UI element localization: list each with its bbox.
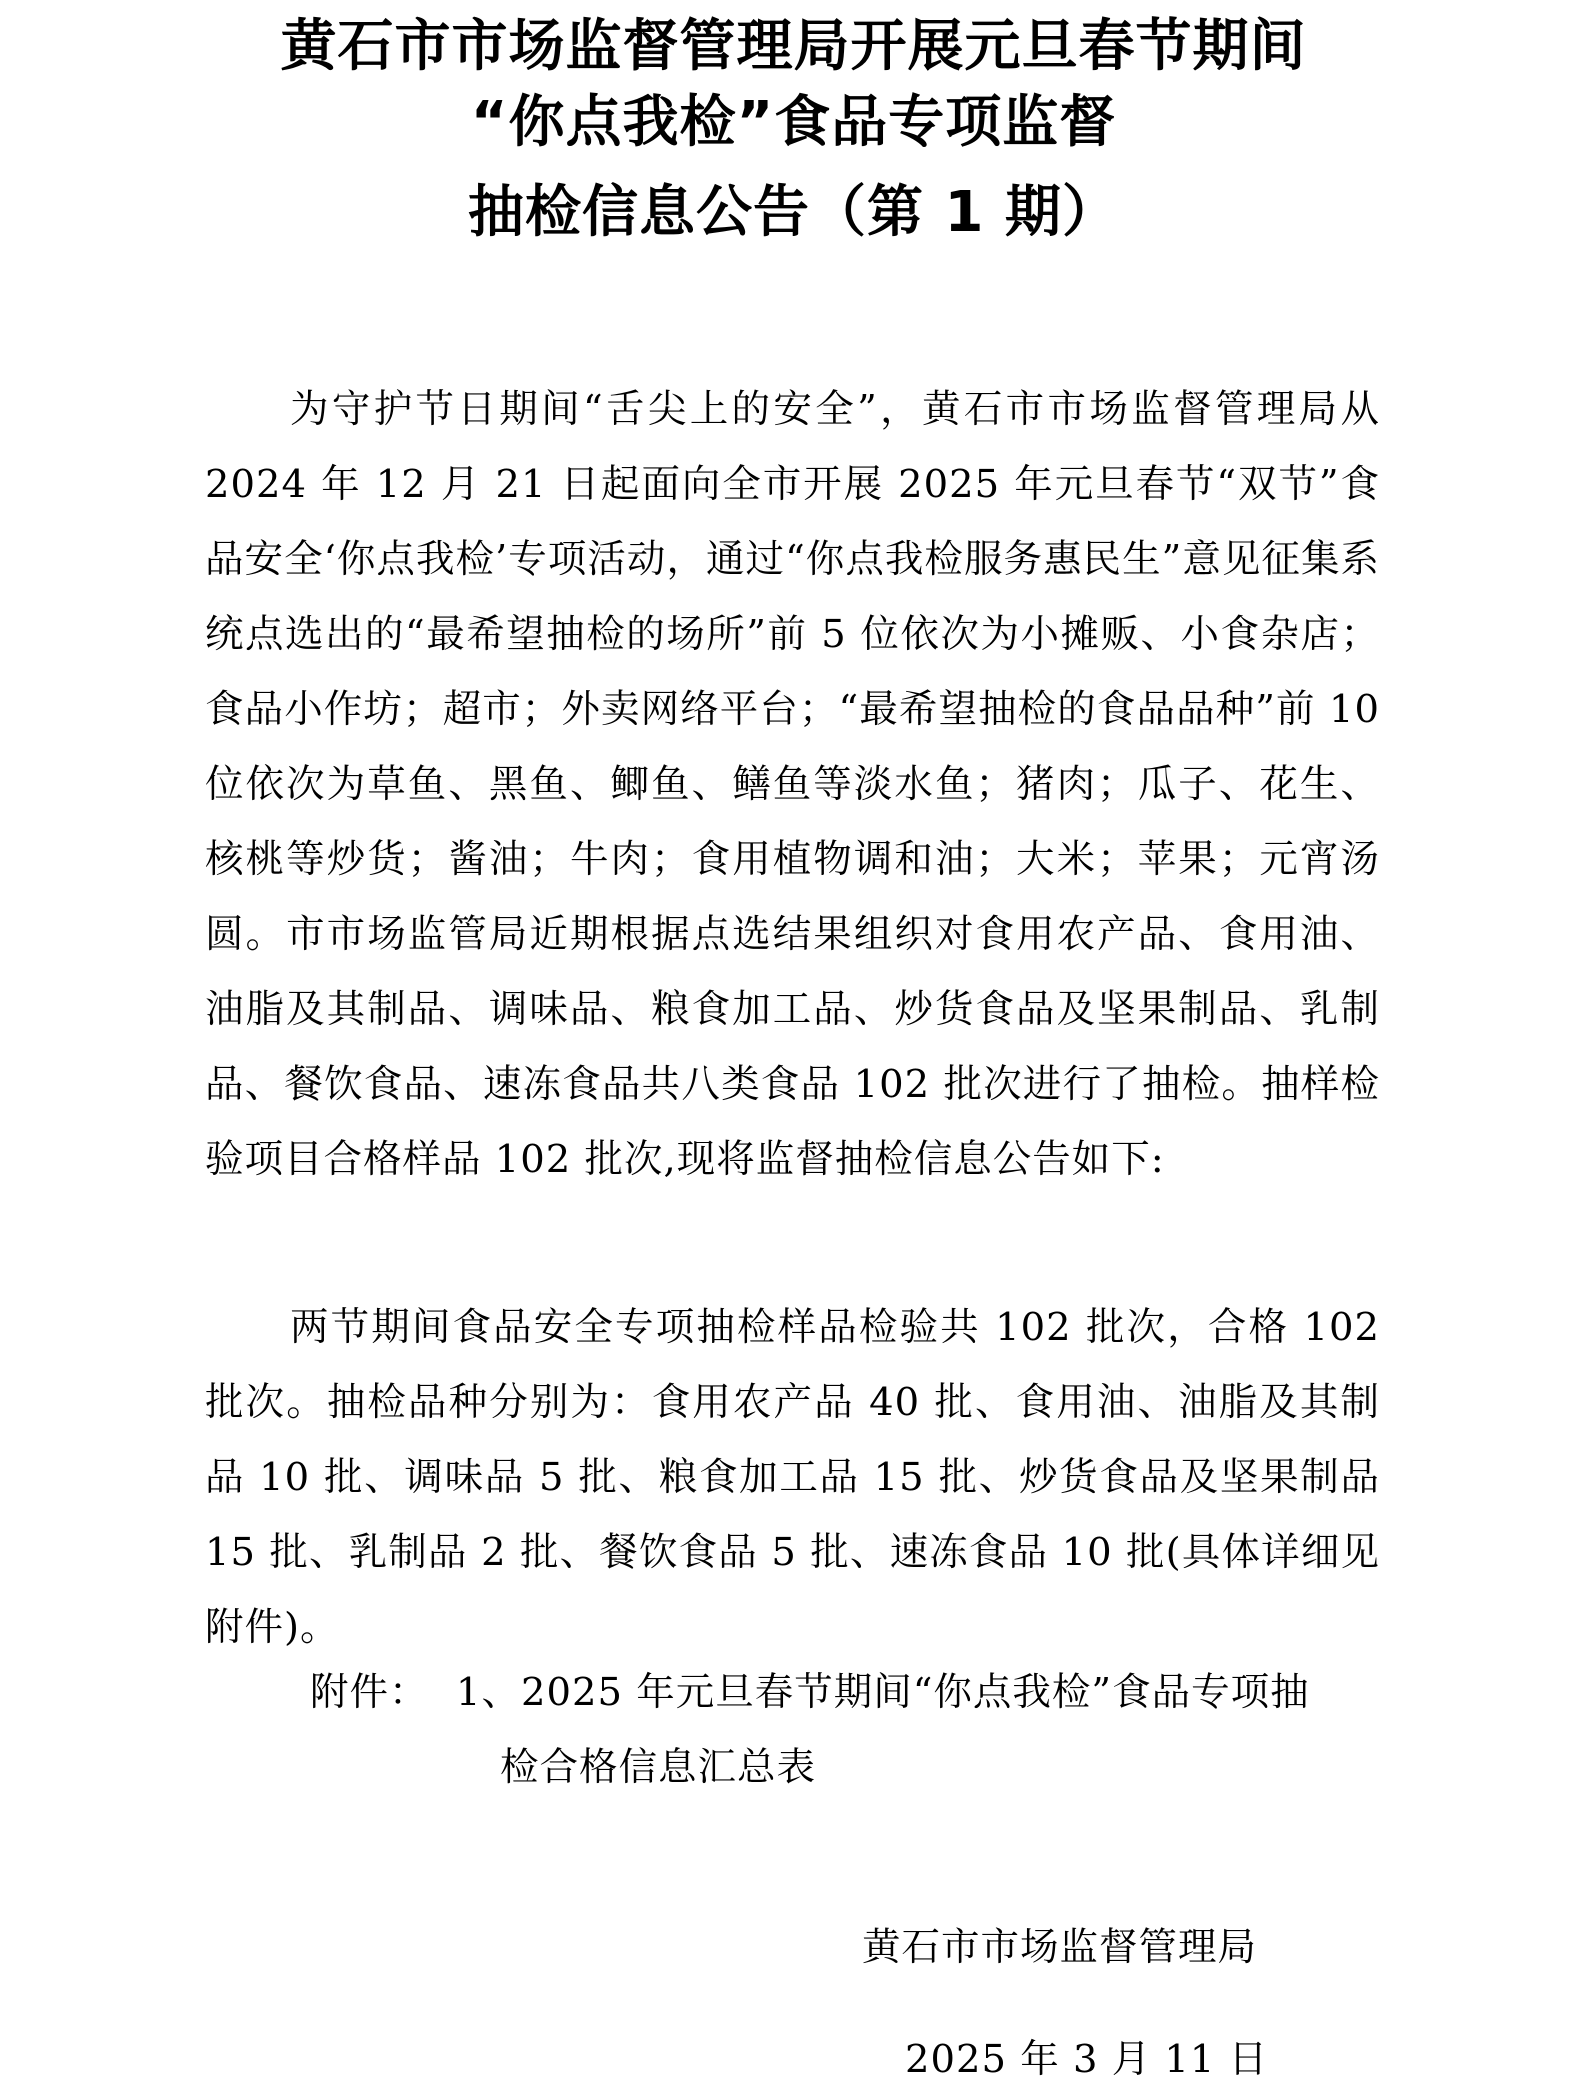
attachment-label: 附件： — [310, 1670, 429, 1715]
issue-date: 2025 年 3 月 11 日 — [905, 2037, 1269, 2082]
title-line-1: 黄石市市场监督管理局开展元旦春节期间 — [280, 14, 1307, 79]
title-line-2: “你点我检”食品专项监督 — [470, 90, 1117, 155]
body-paragraph-results: 两节期间食品安全专项抽检样品检验共 102 批次，合格 102 批次。抽检品种分别为：食用农产品 40 批、食用油、油脂及其制品 10 批、调味品 5 批、粮食加工品 15 批、炒货食品及坚果制品 15 批、乳制品 2 批、餐饮食品 5 批、速冻食品 10 批(具体详细见附件)。 — [205, 1305, 1380, 1650]
attachment-note — [310, 1655, 1385, 1790]
attachment-item-1: 1、2025 年元旦春节期间“你点我检”食品专项抽 — [456, 1670, 1310, 1715]
issuer-signature: 黄石市市场监督管理局 — [862, 1925, 1258, 1970]
attachment-item-1-continued: 检合格信息汇总表 — [500, 1745, 817, 1790]
body-paragraph-intro: 为守护节日期间“舌尖上的安全”，黄石市市场监督管理局从 2024 年 12 月 21 日起面向全市开展 2025 年元旦春节“双节”食品安全‘你点我检’专项活动，通过“你点我检服务惠民生”意见征集系统点选出的“最希望抽检的场所”前 5 位依次为小摊贩、小食杂店；食品小作坊；超市；外卖网络平台；“最希望抽检的食品品种”前 10 位依次为草鱼、黑鱼、鲫鱼、鳝鱼等淡水鱼；猪肉；瓜子、花生、核桃等炒货；酱油；牛肉；食用植物调和油；大米；苹果；元宵汤圆。市市场监管局近期根据点选结果组织对食用农产品、食用油、油脂及其制品、调味品、粮食加工品、炒货食品及坚果制品、乳制品、餐饮食品、速冻食品共八类食品 102 批次进行了抽检。抽样检验项目合格样品 102 批次,现将监督抽检信息公告如下: — [205, 387, 1380, 1182]
title-line-3: 抽检信息公告（第 1 期） — [468, 180, 1119, 245]
